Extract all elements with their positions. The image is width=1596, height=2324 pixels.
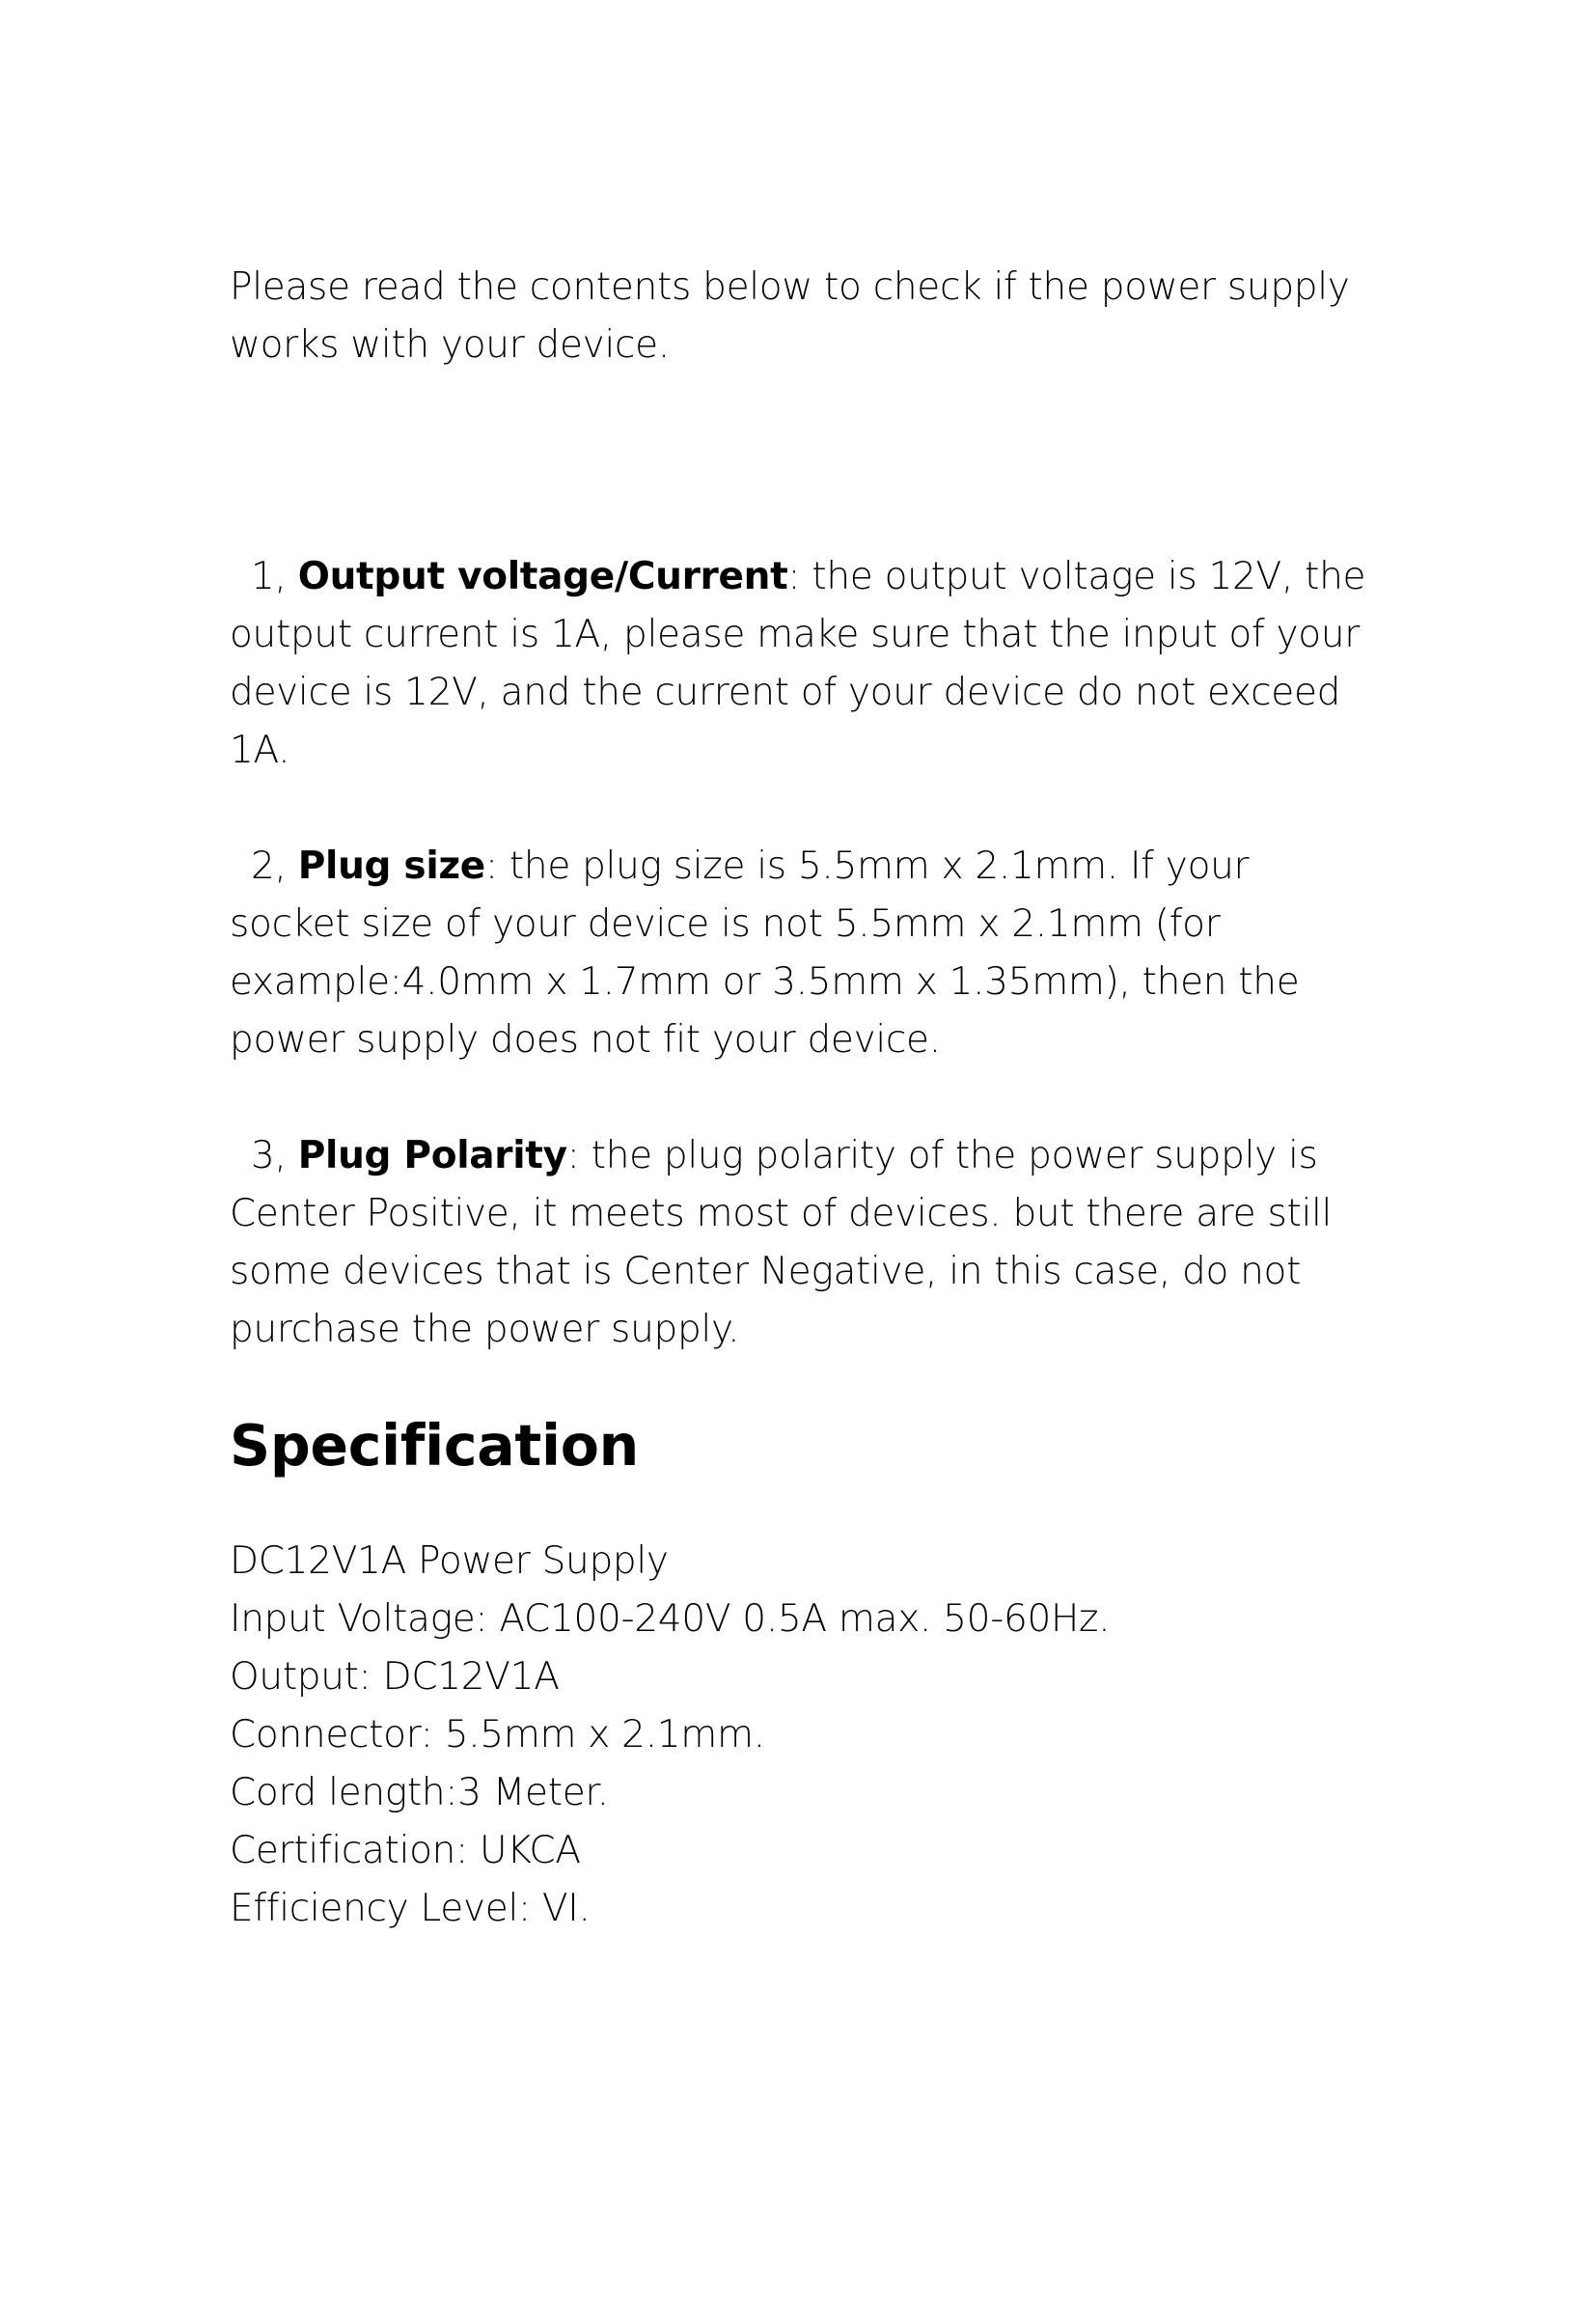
item-number: 2, — [251, 844, 298, 888]
document-page — [230, 259, 1368, 1938]
item-title: Plug Polarity — [297, 1134, 567, 1177]
item-text: : the plug size is 5.5mm x 2.1mm. If your socket size of your device is not 5.5mm x 2.1mm (for example:4.0mm x 1.7mm or 3.5mm x 1.35mm), then the power supply does not fit your device. — [230, 844, 1300, 1062]
specification-heading: Specification — [230, 1413, 640, 1479]
item-title: Output voltage/Current — [297, 555, 788, 598]
item-number: 1, — [251, 555, 298, 598]
item-text: : the plug polarity of the power supply is Center Positive, it meets most of devices. but there are still some devices that is Center Negative, in this case, do not purchase the power supply. — [230, 1134, 1333, 1351]
item-text: : the output voltage is 12V, the output current is 1A, please make sure that the input of your device is 12V, and the current of your device do not exceed 1A. — [230, 555, 1366, 772]
spec-line: Connector: 5.5mm x 2.1mm. — [230, 1713, 765, 1757]
spec-line: DC12V1A Power Supply — [230, 1539, 669, 1583]
spec-line: Certification: UKCA — [230, 1829, 581, 1872]
item-title: Plug size — [297, 844, 485, 888]
specification-list — [230, 1533, 1368, 1938]
item-plug-polarity — [230, 1127, 1368, 1359]
spec-line: Efficiency Level: VI. — [230, 1887, 591, 1930]
intro-paragraph: Please read the contents below to check if the power supply works with your device. — [230, 265, 1350, 367]
spec-line: Output: DC12V1A — [230, 1655, 560, 1699]
item-number: 3, — [251, 1134, 298, 1177]
spec-line: Input Voltage: AC100-240V 0.5A max. 50-60Hz. — [230, 1597, 1111, 1641]
item-output-voltage — [230, 548, 1368, 780]
spec-line: Cord length:3 Meter. — [230, 1771, 609, 1814]
item-plug-size — [230, 838, 1368, 1069]
